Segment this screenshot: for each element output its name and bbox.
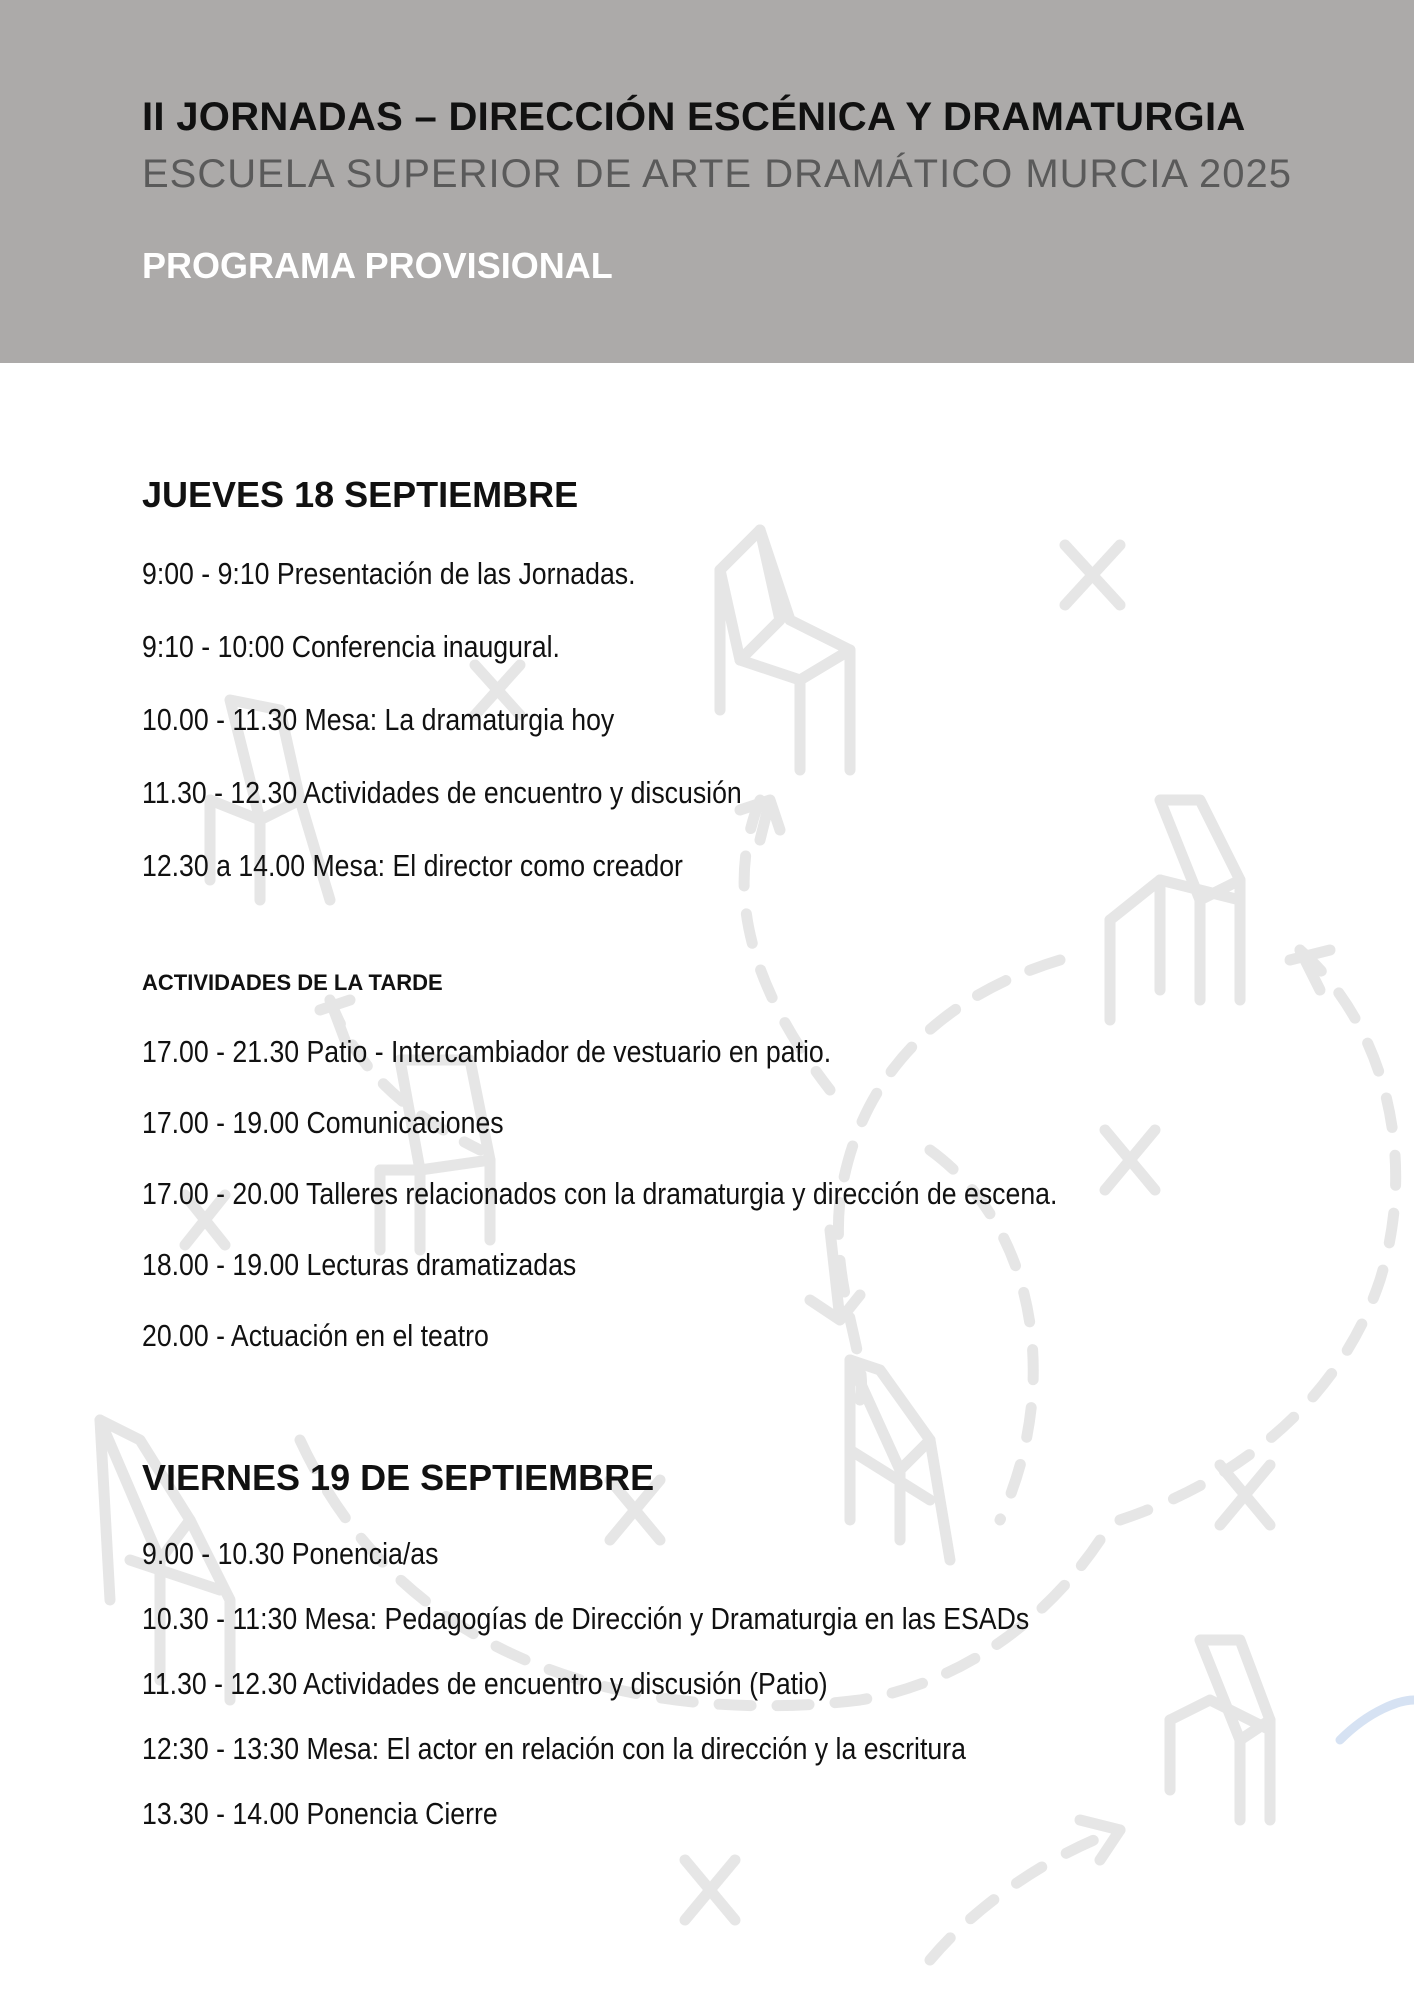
programa-label: PROGRAMA PROVISIONAL	[142, 245, 613, 286]
dashed-arrow-icon	[930, 1830, 1120, 1960]
list-item: 17.00 - 19.00 Comunicaciones	[142, 1105, 504, 1140]
list-item: 10.00 - 11.30 Mesa: La dramaturgia hoy	[142, 702, 615, 737]
dashed-arrow-icon	[810, 1230, 860, 1320]
cross-mark-icon	[1065, 545, 1120, 605]
chair-icon	[380, 1060, 490, 1250]
list-item: 10.30 - 11:30 Mesa: Pedagogías de Dirección y Dramaturgia en las ESADs	[142, 1601, 1030, 1636]
list-item: 13.30 - 14.00 Ponencia Cierre	[142, 1796, 498, 1831]
dashed-arrow-icon	[740, 800, 780, 840]
friday-heading: VIERNES 19 DE SEPTIEMBRE	[142, 1457, 655, 1498]
chair-icon	[720, 530, 850, 770]
list-item: 9:00 - 9:10 Presentación de las Jornadas.	[142, 556, 636, 591]
cross-mark-icon	[1105, 1130, 1155, 1190]
dashed-arrow-icon	[1340, 1700, 1414, 1740]
list-item: 9:10 - 10:00 Conferencia inaugural.	[142, 629, 560, 664]
list-item: 20.00 - Actuación en el teatro	[142, 1318, 489, 1353]
chair-icon	[850, 1360, 950, 1560]
page-title: II JORNADAS – DIRECCIÓN ESCÉNICA Y DRAMATURGIA	[142, 95, 1246, 139]
dashed-arrow-icon	[1120, 950, 1396, 1520]
list-item: 9.00 - 10.30 Ponencia/as	[142, 1536, 439, 1571]
list-item: 12.30 a 14.00 Mesa: El director como creador	[142, 848, 683, 883]
list-item: 11.30 - 12.30 Actividades de encuentro y discusión (Patio)	[142, 1666, 828, 1701]
chair-icon	[1170, 1640, 1270, 1820]
afternoon-heading: ACTIVIDADES DE LA TARDE	[142, 970, 443, 995]
chair-icon	[1110, 800, 1240, 1020]
list-item: 12:30 - 13:30 Mesa: El actor en relación con la dirección y la escritura	[142, 1731, 966, 1766]
thursday-heading: JUEVES 18 SEPTIEMBRE	[142, 474, 579, 515]
page-subtitle: ESCUELA SUPERIOR DE ARTE DRAMÁTICO MURCIA 2025	[142, 152, 1293, 196]
list-item: 17.00 - 20.00 Talleres relacionados con la dramaturgia y dirección de escena.	[142, 1176, 1058, 1211]
list-item: 17.00 - 21.30 Patio - Intercambiador de vestuario en patio.	[142, 1034, 832, 1069]
cross-mark-icon	[1220, 1465, 1270, 1525]
list-item: 18.00 - 19.00 Lecturas dramatizadas	[142, 1247, 577, 1282]
list-item: 11.30 - 12.30 Actividades de encuentro y discusión	[142, 775, 742, 810]
cross-mark-icon	[685, 1860, 735, 1920]
